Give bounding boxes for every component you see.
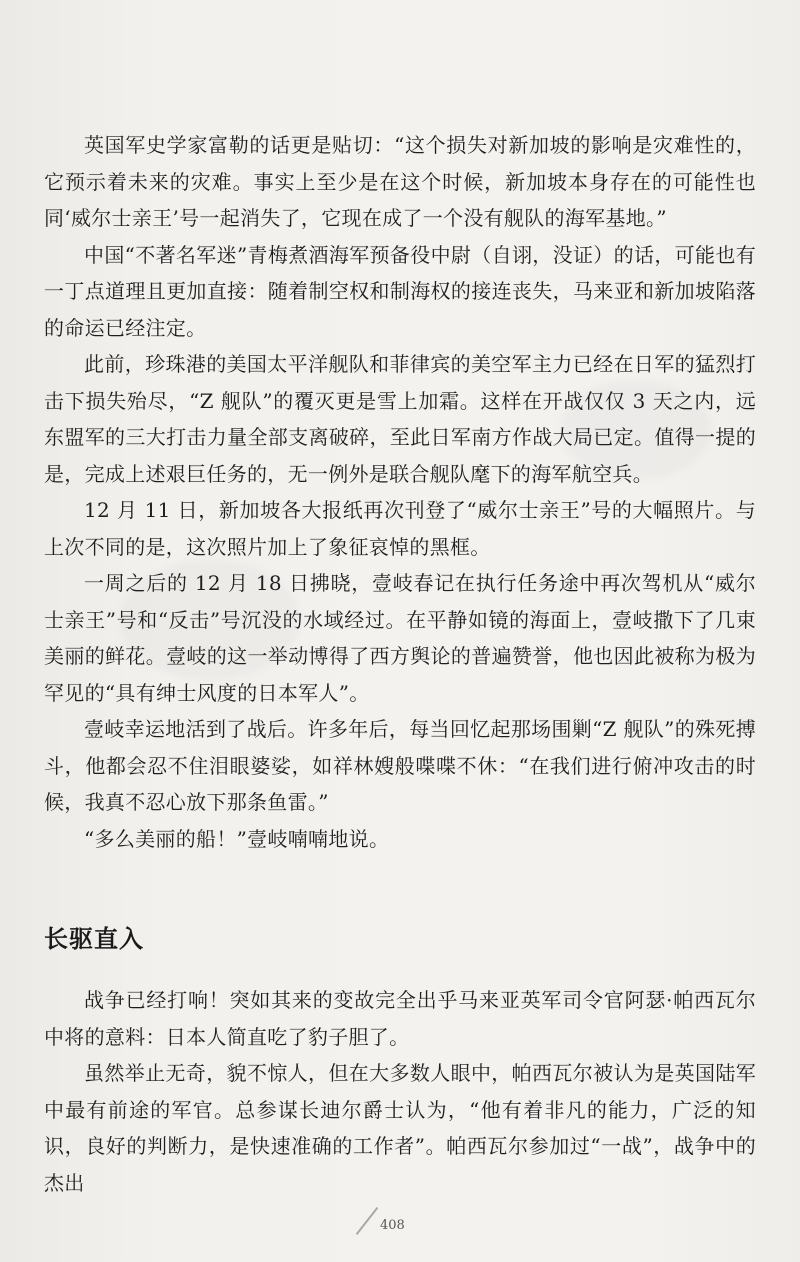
- text-block-top: [44, 127, 756, 857]
- paragraph: 此前，珍珠港的美国太平洋舰队和菲律宾的美空军主力已经在日军的猛烈打击下损失殆尽，“Z 舰队”的覆灭更是雪上加霜。这样在开战仅仅 3 天之内，远东盟军的三大打击力量全部支离破碎，至此日军南方作战大局已定。值得一提的是，完成上述艰巨任务的，无一例外是联合舰队麾下的海军航空兵。: [44, 352, 756, 486]
- paragraph: 战争已经打响！突如其来的变故完全出乎马来亚英军司令官阿瑟·帕西瓦尔中将的意料：日本人简直吃了豹子胆了。: [44, 988, 756, 1049]
- paragraph: “多么美丽的船！”壹岐喃喃地说。: [84, 826, 390, 851]
- paragraph: 中国“不著名军迷”青梅煮酒海军预备役中尉（自诩，没证）的话，可能也有一丁点道理且更加直接：随着制空权和制海权的接连丧失，马来亚和新加坡陷落的命运已经注定。: [44, 242, 756, 340]
- paragraph: 壹岐幸运地活到了战后。许多年后，每当回忆起那场围剿“Z 舰队”的殊死搏斗，他都会忍不住泪眼婆娑，如祥林嫂般喋喋不休：“在我们进行俯冲攻击的时候，我真不忍心放下那条鱼雷。”: [44, 717, 756, 814]
- page-number: 408: [380, 1218, 405, 1233]
- text-block-bottom: [44, 982, 756, 1201]
- paragraph: 英国军史学家富勒的话更是贴切：“这个损失对新加坡的影响是灾难性的，它预示着未来的灾难。事实上至少是在这个时候，新加坡本身存在的可能性也同‘威尔士亲王’号一起消失了，它现在成了一个没有舰队的海军基地。”: [44, 133, 756, 230]
- section-heading: 长驱直入: [44, 925, 144, 953]
- pen-mark: [356, 1207, 379, 1235]
- paragraph: 虽然举止无奇，貌不惊人，但在大多数人眼中，帕西瓦尔被认为是英国陆军中最有前途的军官。总参谋长迪尔爵士认为，“他有着非凡的能力，广泛的知识，良好的判断力，是快速准确的工作者”。帕西瓦尔参加过“一战”，战争中的杰出: [44, 1061, 756, 1195]
- paragraph: 一周之后的 12 月 18 日拂晓，壹岐春记在执行任务途中再次驾机从“威尔士亲王”号和“反击”号沉没的水域经过。在平静如镜的海面上，壹岐撒下了几束美丽的鲜花。壹岐的这一举动博得了西方舆论的普遍赞誉，他也因此被称为极为罕见的“具有绅士风度的日本军人”。: [44, 571, 756, 705]
- paragraph: 12 月 11 日，新加坡各大报纸再次刊登了“威尔士亲王”号的大幅照片。与上次不同的是，这次照片加上了象征哀悼的黑框。: [44, 498, 756, 559]
